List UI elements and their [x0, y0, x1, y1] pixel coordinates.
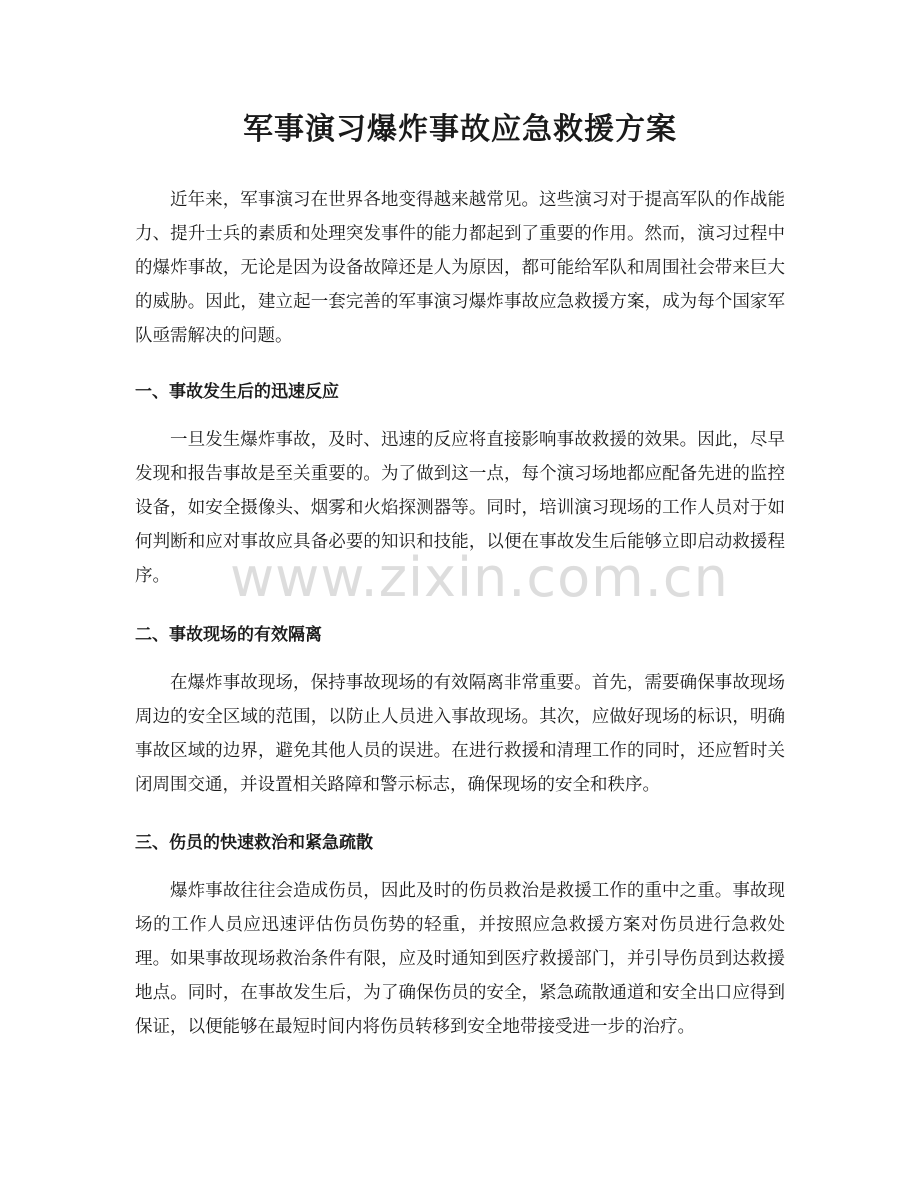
section-paragraph-1: 一旦发生爆炸事故，及时、迅速的反应将直接影响事故救援的效果。因此，尽早发现和报告事故是至关重要的。为了做到这一点，每个演习场地都应配备先进的监控设备，如安全摄像头、烟雾和火焰探测器等。同时，培训演习现场的工作人员对于如何判断和应对事故应具备必要的知识和技能，以便在事故发生后能够立即启动救援程序。 — [135, 430, 785, 586]
section-paragraph-3: 爆炸事故往往会造成伤员，因此及时的伤员救治是救援工作的重中之重。事故现场的工作人员应迅速评估伤员伤势的轻重，并按照应急救援方案对伤员进行急救处理。如果事故现场救治条件有限，应及时通知到医疗救援部门，并引导伤员到达救援地点。同时，在事故发生后，为了确保伤员的安全，紧急疏散通道和安全出口应得到保证，以便能够在最短时间内将伤员转移到安全地带接受进一步的治疗。 — [135, 881, 785, 1037]
section-paragraph-2: 在爆炸事故现场，保持事故现场的有效隔离非常重要。首先，需要确保事故现场周边的安全区域的范围，以防止人员进入事故现场。其次，应做好现场的标识，明确事故区域的边界，避免其他人员的误进。在进行救援和清理工作的同时，还应暂时关闭周围交通，并设置相关路障和警示标志，确保现场的安全和秩序。 — [135, 673, 785, 795]
section-heading-2: 二、事故现场的有效隔离 — [135, 625, 322, 645]
document-title: 军事演习爆炸事故应急救援方案 — [243, 112, 677, 147]
site-watermark: www.zixin.com.cn — [230, 546, 729, 609]
section-heading-3: 三、伤员的快速救治和紧急疏散 — [135, 833, 373, 853]
intro-paragraph: 近年来，军事演习在世界各地变得越来越常见。这些演习对于提高军队的作战能力、提升士兵的素质和处理突发事件的能力都起到了重要的作用。然而，演习过程中的爆炸事故，无论是因为设备故障还是人为原因，都可能给军队和周围社会带来巨大的威胁。因此，建立起一套完善的军事演习爆炸事故应急救援方案，成为每个国家军队亟需解决的问题。 — [135, 190, 785, 346]
section-heading-1: 一、事故发生后的迅速反应 — [135, 382, 339, 402]
